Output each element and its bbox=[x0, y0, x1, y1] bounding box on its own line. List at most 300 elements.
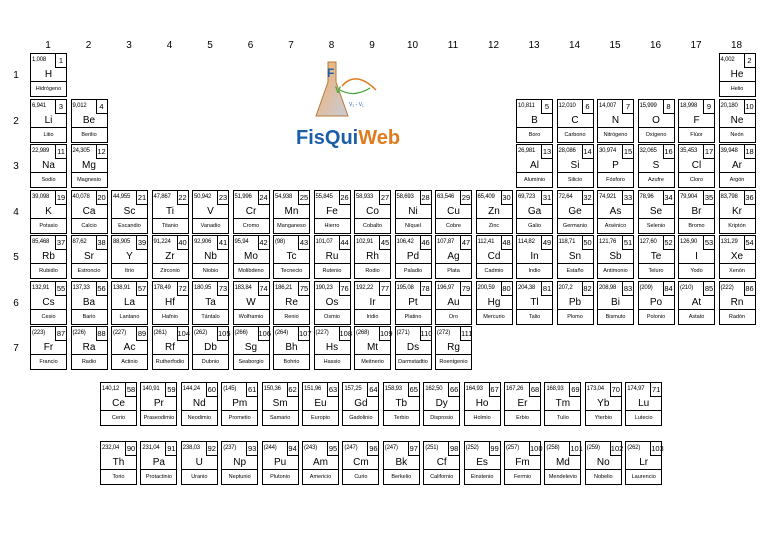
element-mass: 158,93 bbox=[384, 386, 402, 392]
element-symbol: Pu bbox=[273, 457, 287, 468]
element-mass: (145) bbox=[223, 386, 237, 392]
element-name: Kriptón bbox=[720, 218, 755, 233]
element-name: Flúor bbox=[679, 127, 714, 142]
element-symbol: Cu bbox=[447, 205, 460, 217]
element-symbol: Ne bbox=[730, 114, 744, 126]
element-mass: (262) bbox=[194, 330, 208, 336]
element-mass: 47,867 bbox=[153, 193, 171, 200]
element-mass: 140,91 bbox=[142, 386, 160, 392]
element-cell bbox=[233, 235, 270, 279]
element-cell bbox=[152, 235, 189, 279]
element-mass: (227) bbox=[315, 330, 329, 336]
element-mass: 1,008 bbox=[32, 57, 47, 63]
element-name: Darmstadtio bbox=[396, 354, 431, 369]
element-name: Gadolinio bbox=[343, 410, 378, 425]
element-symbol: Ta bbox=[205, 296, 216, 308]
element-number: 46 bbox=[420, 236, 431, 250]
element-number: 33 bbox=[622, 191, 633, 205]
element-number: 32 bbox=[582, 191, 593, 205]
element-name: Hassio bbox=[315, 354, 350, 369]
element-cell bbox=[192, 326, 229, 370]
element-name: Potasio bbox=[31, 218, 66, 233]
element-number: 78 bbox=[420, 282, 431, 296]
element-cell bbox=[597, 190, 634, 234]
element-number: 107 bbox=[298, 327, 309, 341]
element-name: Itrio bbox=[112, 263, 147, 278]
element-symbol: Sr bbox=[84, 251, 94, 262]
element-symbol: Sg bbox=[244, 342, 258, 353]
element-cell bbox=[678, 99, 715, 143]
element-mass: 162,50 bbox=[425, 386, 443, 392]
element-symbol: Mn bbox=[284, 205, 299, 217]
element-cell bbox=[719, 190, 756, 234]
element-name: Zirconio bbox=[153, 263, 188, 278]
element-cell bbox=[476, 190, 513, 234]
element-mass: (237) bbox=[223, 445, 237, 451]
element-cell bbox=[625, 441, 662, 485]
element-number: 10 bbox=[744, 100, 755, 114]
element-name: Niobio bbox=[193, 263, 228, 278]
element-mass: 151,96 bbox=[304, 386, 322, 392]
element-number: 85 bbox=[703, 282, 714, 296]
element-symbol: Ds bbox=[406, 342, 420, 353]
element-mass: 32,065 bbox=[639, 148, 657, 154]
element-number: 47 bbox=[460, 236, 471, 250]
element-mass: 118,71 bbox=[558, 239, 576, 245]
element-mass: 79,904 bbox=[680, 193, 698, 200]
element-cell bbox=[30, 190, 67, 234]
element-number: 36 bbox=[744, 191, 755, 205]
group-label: 4 bbox=[166, 40, 173, 51]
element-number: 5 bbox=[541, 100, 552, 114]
element-symbol: Cl bbox=[691, 160, 702, 171]
element-name: Wolframio bbox=[234, 309, 269, 324]
element-number: 86 bbox=[744, 282, 755, 296]
element-symbol: Am bbox=[313, 457, 328, 468]
element-name: Manganeso bbox=[274, 218, 309, 233]
element-name: Roentgenio bbox=[436, 354, 471, 369]
element-symbol: Bk bbox=[395, 457, 408, 468]
element-symbol: N bbox=[611, 114, 620, 126]
element-mass: 83,798 bbox=[720, 193, 738, 200]
element-cell bbox=[719, 144, 756, 188]
group-label: 9 bbox=[369, 40, 375, 51]
element-cell bbox=[585, 441, 622, 485]
element-number: 21 bbox=[136, 191, 147, 205]
element-mass: 200,59 bbox=[477, 284, 495, 291]
element-name: Polonio bbox=[639, 309, 674, 324]
element-mass: 55,845 bbox=[315, 193, 333, 200]
element-name: Radio bbox=[72, 354, 107, 369]
element-symbol: Ru bbox=[325, 251, 339, 262]
group-label: 1 bbox=[45, 40, 51, 51]
element-name: Hierro bbox=[315, 218, 350, 233]
element-cell bbox=[354, 190, 391, 234]
element-name: Einstenio bbox=[465, 469, 500, 484]
element-number: 34 bbox=[663, 191, 674, 205]
element-symbol: Pd bbox=[406, 251, 420, 262]
element-number: 40 bbox=[177, 236, 188, 250]
element-name: Hafnio bbox=[153, 309, 188, 324]
period-label: 3 bbox=[13, 161, 19, 172]
element-symbol: Ac bbox=[123, 342, 136, 353]
element-number: 108 bbox=[339, 327, 350, 341]
element-name: Lantano bbox=[112, 309, 147, 324]
element-number: 67 bbox=[489, 383, 500, 397]
element-number: 71 bbox=[650, 383, 661, 397]
element-symbol: Ba bbox=[82, 296, 96, 308]
element-cell bbox=[30, 281, 67, 325]
element-mass: 35,453 bbox=[680, 148, 698, 154]
element-mass: 121,76 bbox=[599, 239, 617, 245]
element-number: 101 bbox=[569, 442, 580, 456]
element-number: 35 bbox=[703, 191, 714, 205]
element-name: Galio bbox=[517, 218, 552, 233]
element-cell bbox=[435, 235, 472, 279]
element-name: Holmio bbox=[465, 410, 500, 425]
element-symbol: Sb bbox=[609, 251, 622, 262]
element-number: 22 bbox=[177, 191, 188, 205]
element-mass: 39,948 bbox=[720, 148, 738, 154]
element-number: 62 bbox=[287, 383, 298, 397]
group-label: 12 bbox=[487, 40, 500, 51]
element-symbol: Fe bbox=[326, 205, 338, 217]
element-symbol: Hf bbox=[165, 296, 175, 308]
element-cell bbox=[395, 326, 432, 370]
logo-qui: Qui bbox=[324, 127, 359, 149]
element-name: Tulio bbox=[545, 410, 580, 425]
element-cell bbox=[557, 144, 594, 188]
element-number: 69 bbox=[569, 383, 580, 397]
element-mass: (266) bbox=[234, 330, 248, 336]
period-label: 2 bbox=[13, 115, 19, 127]
element-mass: 102,91 bbox=[356, 239, 374, 245]
element-symbol: Tc bbox=[286, 251, 297, 262]
element-cell bbox=[719, 235, 756, 279]
element-name: Disprosio bbox=[424, 410, 459, 425]
element-symbol: No bbox=[596, 457, 610, 468]
element-cell bbox=[678, 235, 715, 279]
element-number: 87 bbox=[55, 327, 66, 341]
element-name: Bromo bbox=[679, 218, 714, 233]
element-symbol: Gd bbox=[354, 398, 368, 409]
element-name: Selenio bbox=[639, 218, 674, 233]
element-name: Cadmio bbox=[477, 263, 512, 278]
element-mass: 178,49 bbox=[153, 284, 171, 291]
element-symbol: Pt bbox=[408, 296, 418, 308]
group-label: 13 bbox=[528, 40, 540, 51]
element-symbol: Cf bbox=[436, 457, 447, 468]
element-number: 60 bbox=[206, 383, 217, 397]
element-number: 52 bbox=[663, 236, 674, 250]
element-mass: (222) bbox=[720, 284, 734, 291]
element-name: Litio bbox=[31, 127, 66, 142]
element-name: Níquel bbox=[396, 218, 431, 233]
element-mass: 183,84 bbox=[234, 284, 252, 291]
group-label: 11 bbox=[447, 40, 459, 51]
element-cell bbox=[181, 441, 218, 485]
element-mass: 167,26 bbox=[506, 386, 524, 392]
element-symbol: Pm bbox=[232, 398, 248, 409]
element-symbol: Tb bbox=[395, 398, 408, 409]
element-cell bbox=[435, 281, 472, 325]
element-cell bbox=[638, 235, 675, 279]
element-cell bbox=[544, 382, 581, 426]
element-number: 15 bbox=[622, 145, 633, 159]
element-symbol: Dy bbox=[435, 398, 448, 409]
element-cell bbox=[719, 281, 756, 325]
element-number: 83 bbox=[622, 282, 633, 296]
element-symbol: Yb bbox=[597, 398, 610, 409]
period-label: 6 bbox=[13, 297, 19, 309]
element-symbol: He bbox=[730, 69, 744, 80]
element-mass: (209) bbox=[639, 284, 653, 291]
group-label: 8 bbox=[328, 40, 335, 51]
element-symbol: Rn bbox=[730, 296, 744, 308]
element-name: Erbio bbox=[505, 410, 540, 425]
element-symbol: K bbox=[45, 205, 52, 217]
element-cell bbox=[192, 235, 229, 279]
element-mass: 196,97 bbox=[437, 284, 455, 291]
element-name: Sodio bbox=[31, 172, 66, 187]
element-name: Helio bbox=[720, 81, 755, 96]
element-cell bbox=[719, 99, 756, 143]
element-name: Indio bbox=[517, 263, 552, 278]
element-name: Seaborgio bbox=[234, 354, 269, 369]
element-symbol: Hs bbox=[325, 342, 339, 353]
element-mass: 88,905 bbox=[113, 239, 131, 245]
element-symbol: W bbox=[246, 296, 256, 308]
element-mass: 51,996 bbox=[234, 193, 252, 200]
element-number: 51 bbox=[622, 236, 633, 250]
element-name: Cobre bbox=[436, 218, 471, 233]
element-symbol: Sc bbox=[123, 205, 136, 217]
element-name: Astato bbox=[679, 309, 714, 324]
element-mass: 173,04 bbox=[586, 386, 604, 392]
element-symbol: Mg bbox=[82, 160, 96, 171]
element-name: Calcio bbox=[72, 218, 107, 233]
element-cell bbox=[678, 144, 715, 188]
element-cell bbox=[221, 441, 258, 485]
element-name: Hidrógeno bbox=[31, 81, 66, 96]
element-mass: 186,21 bbox=[275, 284, 293, 291]
element-cell bbox=[314, 326, 351, 370]
element-name: Titanio bbox=[153, 218, 188, 233]
element-mass: 190,23 bbox=[315, 284, 333, 291]
element-mass: 65,409 bbox=[477, 193, 495, 200]
element-name: Iridio bbox=[355, 309, 390, 324]
element-name: Vanadio bbox=[193, 218, 228, 233]
element-number: 76 bbox=[339, 282, 350, 296]
element-cell bbox=[30, 53, 67, 97]
element-symbol: Ag bbox=[447, 251, 460, 262]
element-symbol: Er bbox=[517, 398, 528, 409]
element-number: 90 bbox=[125, 442, 136, 456]
element-symbol: Pa bbox=[152, 457, 165, 468]
element-cell bbox=[71, 326, 108, 370]
element-number: 66 bbox=[448, 383, 459, 397]
element-cell bbox=[383, 441, 420, 485]
element-name: Cerio bbox=[101, 410, 136, 425]
element-number: 96 bbox=[367, 442, 378, 456]
element-symbol: Ho bbox=[475, 398, 489, 409]
element-cell bbox=[71, 144, 108, 188]
element-number: 1 bbox=[55, 54, 66, 68]
element-cell bbox=[678, 281, 715, 325]
element-cell bbox=[557, 281, 594, 325]
element-symbol: Np bbox=[233, 457, 247, 468]
element-mass: 140,12 bbox=[102, 386, 120, 392]
element-symbol: Ra bbox=[82, 342, 96, 353]
element-cell bbox=[233, 326, 270, 370]
element-cell bbox=[140, 441, 177, 485]
element-symbol: Md bbox=[555, 457, 570, 468]
element-name: Californio bbox=[424, 469, 459, 484]
element-number: 64 bbox=[367, 383, 378, 397]
element-cell bbox=[233, 281, 270, 325]
logo-wordmark bbox=[296, 127, 400, 150]
element-cell bbox=[152, 281, 189, 325]
element-mass: 95,94 bbox=[234, 239, 249, 245]
element-mass: 30,974 bbox=[599, 148, 617, 154]
element-name: Germanio bbox=[558, 218, 593, 233]
element-number: 77 bbox=[379, 282, 390, 296]
element-mass: 63,546 bbox=[437, 193, 455, 200]
element-name: Oro bbox=[436, 309, 471, 324]
element-number: 58 bbox=[125, 383, 136, 397]
element-cell bbox=[383, 382, 420, 426]
element-name: Prometio bbox=[222, 410, 257, 425]
element-symbol: La bbox=[123, 296, 136, 308]
element-mass: 91,224 bbox=[153, 239, 171, 245]
element-symbol: Ga bbox=[527, 205, 542, 217]
element-name: Mercurio bbox=[477, 309, 512, 324]
element-number: 31 bbox=[541, 191, 552, 205]
element-mass: 54,938 bbox=[275, 193, 293, 200]
element-cell bbox=[544, 441, 581, 485]
element-symbol: Nd bbox=[192, 398, 206, 409]
element-name: Actinio bbox=[112, 354, 147, 369]
element-name: Tecnecio bbox=[274, 263, 309, 278]
element-name: Neodimio bbox=[182, 410, 217, 425]
element-number: 49 bbox=[541, 236, 552, 250]
element-name: Platino bbox=[396, 309, 431, 324]
element-number: 82 bbox=[582, 282, 593, 296]
element-symbol: Lr bbox=[639, 457, 649, 468]
element-number: 23 bbox=[217, 191, 228, 205]
element-number: 53 bbox=[703, 236, 714, 250]
element-symbol: Db bbox=[204, 342, 217, 353]
element-number: 56 bbox=[96, 282, 107, 296]
element-cell bbox=[302, 382, 339, 426]
element-number: 27 bbox=[379, 191, 390, 205]
element-symbol: Rb bbox=[42, 251, 55, 262]
element-number: 88 bbox=[96, 327, 107, 341]
element-mass: 14,007 bbox=[599, 102, 617, 109]
element-symbol: Mt bbox=[366, 342, 379, 353]
element-symbol: Cd bbox=[487, 251, 501, 262]
element-number: 29 bbox=[460, 191, 471, 205]
element-cell bbox=[464, 441, 501, 485]
element-symbol: Rg bbox=[447, 342, 460, 353]
element-name: Renio bbox=[274, 309, 309, 324]
element-symbol: Hg bbox=[487, 296, 501, 308]
element-mass: 72,64 bbox=[558, 193, 573, 200]
element-cell bbox=[221, 382, 258, 426]
element-cell bbox=[504, 441, 541, 485]
element-number: 102 bbox=[610, 442, 621, 456]
element-cell bbox=[597, 281, 634, 325]
element-mass: 24,305 bbox=[72, 148, 90, 154]
element-symbol: Br bbox=[691, 205, 702, 217]
element-cell bbox=[30, 144, 67, 188]
element-number: 28 bbox=[420, 191, 431, 205]
element-mass: 232,04 bbox=[102, 445, 120, 451]
element-mass: 26,981 bbox=[518, 148, 536, 154]
element-number: 30 bbox=[501, 191, 512, 205]
element-symbol: Es bbox=[476, 457, 488, 468]
element-mass: (271) bbox=[396, 330, 410, 336]
period-label: 1 bbox=[13, 70, 19, 81]
element-symbol: Bh bbox=[285, 342, 298, 353]
element-number: 72 bbox=[177, 282, 188, 296]
period-label: 7 bbox=[13, 343, 19, 354]
element-name: Torio bbox=[101, 469, 136, 484]
element-cell bbox=[111, 326, 148, 370]
element-symbol: Si bbox=[570, 160, 580, 171]
element-mass: 9,012 bbox=[72, 102, 87, 109]
group-label: 18 bbox=[730, 40, 743, 51]
element-name: Azufre bbox=[639, 172, 674, 187]
element-mass: (227) bbox=[113, 330, 127, 336]
element-name: Arsénico bbox=[598, 218, 633, 233]
element-symbol: Re bbox=[285, 296, 298, 308]
element-symbol: Al bbox=[530, 160, 539, 171]
element-number: 80 bbox=[501, 282, 512, 296]
element-name: Cobalto bbox=[355, 218, 390, 233]
element-symbol: P bbox=[612, 160, 619, 171]
element-cell bbox=[342, 382, 379, 426]
element-mass: 150,36 bbox=[263, 386, 281, 392]
element-number: 3 bbox=[55, 100, 66, 114]
element-symbol: F bbox=[693, 114, 700, 126]
element-number: 50 bbox=[582, 236, 593, 250]
element-cell bbox=[192, 281, 229, 325]
element-cell bbox=[516, 281, 553, 325]
element-cell bbox=[638, 190, 675, 234]
element-cell bbox=[273, 235, 310, 279]
element-cell bbox=[233, 190, 270, 234]
element-name: Escandio bbox=[112, 218, 147, 233]
element-symbol: C bbox=[571, 114, 579, 126]
element-mass: 85,468 bbox=[32, 239, 50, 245]
element-mass: 180,95 bbox=[194, 284, 212, 291]
element-cell bbox=[302, 441, 339, 485]
element-number: 111 bbox=[460, 327, 471, 341]
element-symbol: I bbox=[695, 251, 698, 262]
element-symbol: Nb bbox=[204, 251, 217, 262]
element-mass: 204,38 bbox=[518, 284, 536, 291]
period-label: 4 bbox=[13, 206, 19, 218]
element-symbol: Zn bbox=[488, 205, 500, 217]
element-number: 61 bbox=[246, 383, 257, 397]
element-symbol: Y bbox=[126, 251, 133, 262]
element-cell bbox=[395, 190, 432, 234]
element-mass: (98) bbox=[275, 239, 285, 245]
element-number: 54 bbox=[744, 236, 755, 250]
element-number: 14 bbox=[582, 145, 593, 159]
element-cell bbox=[152, 326, 189, 370]
